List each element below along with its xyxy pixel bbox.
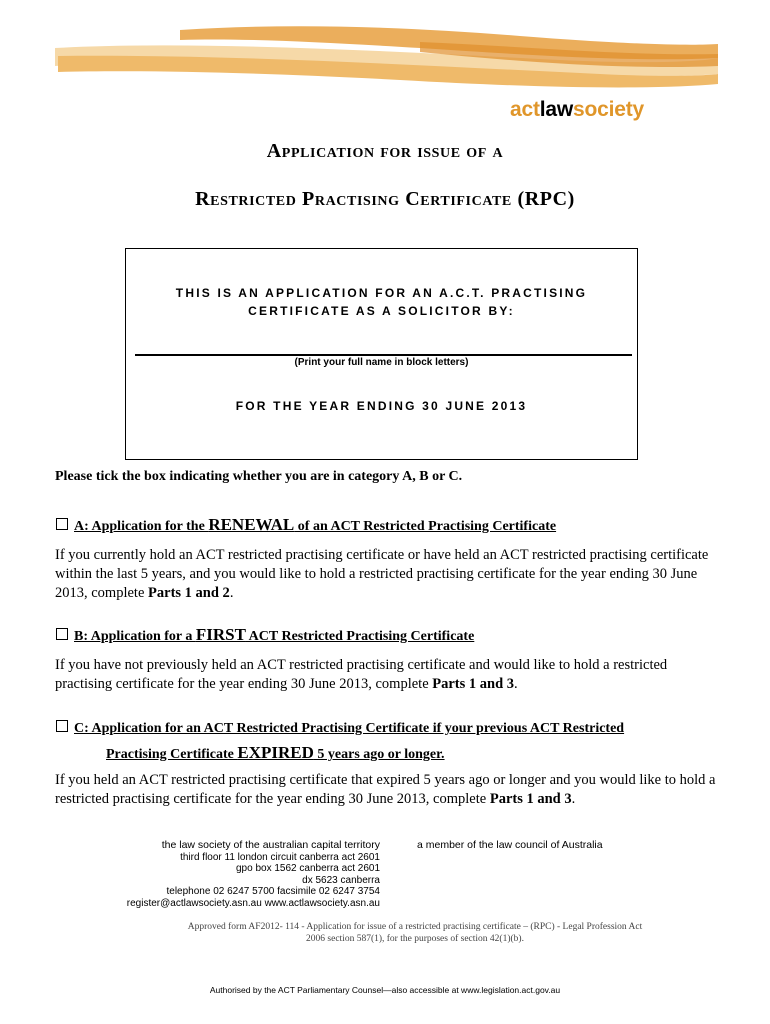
category-a-checkbox[interactable] (56, 518, 68, 530)
footer-address: the law society of the australian capital territory third floor 11 london circuit canberra act 2601 gpo box 1562 canberra act 2601 dx 5623 canberra telephone 02 6247 5700 facsimile 02 6247 3754 register@actlawsociety.asn.au www.actlawsociety.asn.au (126, 839, 380, 909)
approved-form-note: Approved form AF2012- 114 - Application for issue of a restricted practising certificate – (RPC) - Legal Profession Act 2006 section 587(1), for the purposes of section 42(1)(b). (187, 922, 643, 944)
name-line[interactable] (135, 354, 632, 356)
year-line: FOR THE YEAR ENDING 30 JUNE 2013 (235, 399, 528, 413)
category-c-heading-line-1: C: Application for an ACT Restricted Practising Certificate if your previous ACT Restricted (56, 720, 624, 737)
category-c-checkbox[interactable] (56, 720, 68, 732)
logo: actlawsociety (510, 98, 644, 121)
instruction: Please tick the box indicating whether you are in category A, B or C. (55, 469, 463, 484)
category-c-text: If you held an ACT restricted practising certificate that expired 5 years ago or longer and you would like to hold a restricted practising certificate for the year ending 30 June 2013, complete Parts 1 and 3. (55, 772, 716, 807)
category-b-text: If you have not previously held an ACT restricted practising certificate and would like to hold a restricted practising certificate for the year ending 30 June 2013, complete Parts 1 and 3. (55, 657, 668, 692)
title-line-1: Application for issue of a (266, 140, 504, 162)
header-banner (0, 0, 770, 100)
category-b-checkbox[interactable] (56, 628, 68, 640)
category-b-heading: B: Application for a FIRST ACT Restricted Practising Certificate (56, 625, 474, 645)
box-heading: THIS IS AN APPLICATION FOR AN A.C.T. PRACTISING CERTIFICATE AS A SOLICITOR BY: (175, 286, 588, 318)
name-hint: (Print your full name in block letters) (294, 357, 469, 368)
footer-member: a member of the law council of Australia (417, 839, 603, 851)
category-a-text: If you currently hold an ACT restricted practising certificate or have held an ACT restricted practising certificate within the last 5 years, and you would like to hold a restricted practising certificate for the year ending 30 June 2013, complete Parts 1 and 2. (55, 547, 709, 601)
category-c-heading-line-2: Practising Certificate EXPIRED 5 years ago or longer. (106, 743, 445, 762)
title-line-2: Restricted Practising Certificate (RPC) (195, 188, 575, 210)
category-a-heading: A: Application for the RENEWAL of an ACT Restricted Practising Certificate (56, 515, 556, 535)
applicant-box (125, 248, 638, 460)
authorised-note: Authorised by the ACT Parliamentary Counsel—also accessible at www.legislation.act.gov.au (209, 985, 561, 995)
